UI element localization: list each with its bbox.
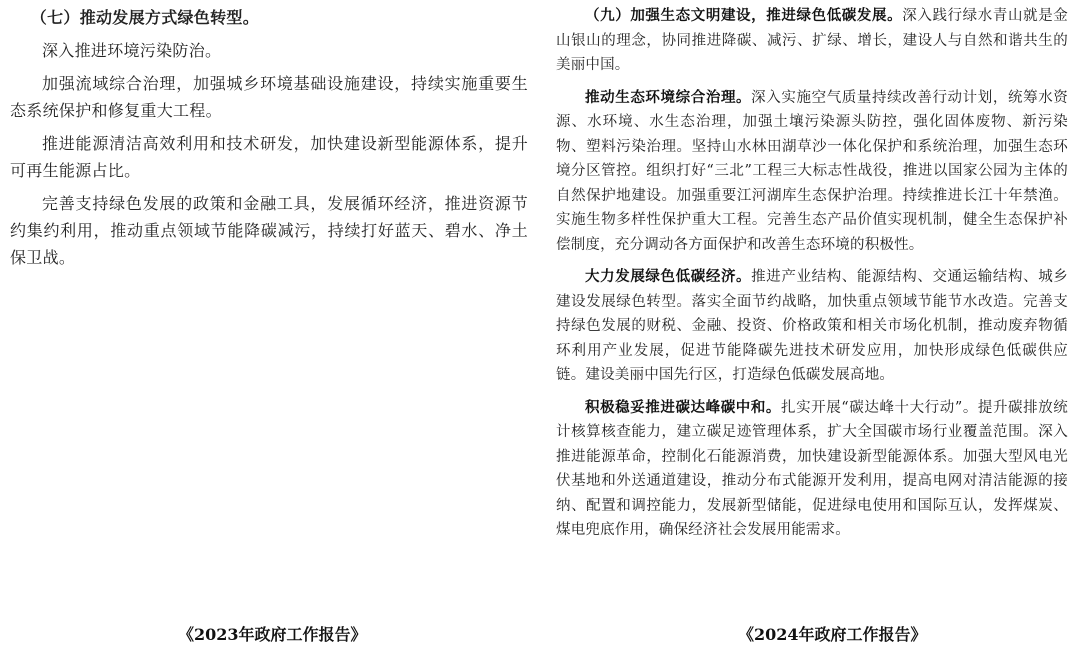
block-ecological-civilization [556, 4, 1068, 78]
paragraph-pollution: 深入推进环境污染防治。 [42, 41, 222, 60]
block-environment-governance [556, 86, 1068, 258]
report-2024-column [556, 4, 1068, 551]
block-text: 深入践行绿水青山就是金山银山的理念，协同推进降碳、减污、扩绿、增长，建设人与自然和谐共生的美丽中国。 [556, 8, 1068, 73]
block-lead: 推动生态环境综合治理。 [585, 88, 752, 106]
block-lead: 积极稳妥推进碳达峰碳中和。 [585, 398, 781, 416]
block-lead: （九）加强生态文明建设，推进绿色低碳发展。 [585, 7, 903, 24]
paragraph-watershed: 加强流域综合治理，加强城乡环境基础设施建设，持续实施重要生态系统保护和修复重大工程。 [10, 74, 528, 120]
block-carbon-neutrality [556, 396, 1068, 543]
block-text: 推进产业结构、能源结构、交通运输结构、城乡建设发展绿色转型。落实全面节约战略，加快重点领域节能节水改造。完善支持绿色发展的财税、金融、投资、价格政策和相关市场化机制，推动废弃物循环利用产业发展，促进节能降碳先进技术研发应用，加快形成绿色低碳供应链。建设美丽中国先行区，打造绿色低碳发展高地。 [556, 269, 1068, 383]
caption-2024-report: 《2024年政府工作报告》 [738, 625, 927, 644]
report-2023-column [10, 4, 528, 277]
paragraph-green-finance: 完善支持绿色发展的政策和金融工具，发展循环经济，推进资源节约集约利用，推动重点领域节能降碳减污，持续打好蓝天、碧水、净土保卫战。 [10, 194, 528, 267]
paragraph-energy: 推进能源清洁高效利用和技术研发，加快建设新型能源体系，提升可再生能源占比。 [10, 134, 528, 180]
block-text: 扎实开展“碳达峰十大行动”。提升碳排放统计核算核查能力，建立碳足迹管理体系，扩大全国碳市场行业覆盖范围。深入推进能源革命，控制化石能源消费，加快建设新型能源体系。加强大型风电光伏基地和外送通道建设，推动分布式能源开发利用，提高电网对清洁能源的接纳、配置和调控能力，发展新型储能，促进绿电使用和国际互认，发挥煤炭、煤电兜底作用，确保经济社会发展用能需求。 [556, 399, 1068, 538]
block-lead: 大力发展绿色低碳经济。 [585, 268, 752, 285]
caption-2023-report: 《2023年政府工作报告》 [178, 625, 367, 644]
block-green-economy [556, 265, 1068, 388]
section-heading-2023: （七）推动发展方式绿色转型。 [30, 8, 259, 27]
block-text: 深入实施空气质量持续改善行动计划，统筹水资源、水环境、水生态治理，加强土壤污染源头防控，强化固体废物、新污染物、塑料污染治理。坚持山水林田湖草沙一体化保护和系统治理，加强生态环境分区管控。组织打好“三北”工程三大标志性战役，推进以国家公园为主体的自然保护地建设。加强重要江河湖库生态保护治理。持续推进长江十年禁渔。实施生物多样性保护重大工程。完善生态产品价值实现机制，健全生态保护补偿制度，充分调动各方面保护和改善生态环境的积极性。 [556, 89, 1068, 253]
